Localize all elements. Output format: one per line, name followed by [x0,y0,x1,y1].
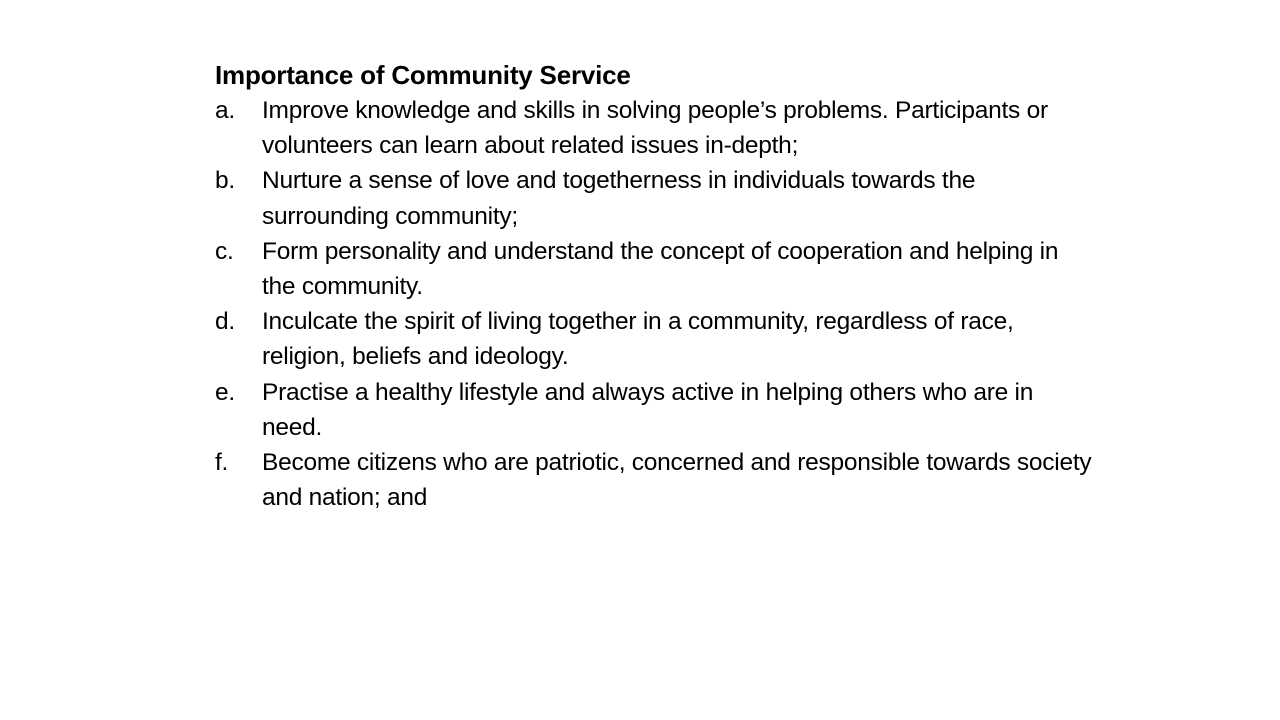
importance-list [215,93,1095,515]
list-marker: d. [215,308,235,336]
list-item-text: Improve knowledge and skills in solving people’s problems. Participants or volunteers can learn about related issues in-depth; [262,97,1048,160]
slide-content [215,58,1095,515]
list-item [215,234,1095,304]
list-item [215,163,1095,233]
list-item [215,445,1095,515]
list-marker: a. [215,97,235,124]
list-item-text: Inculcate the spirit of living together in a community, regardless of race, religion, beliefs and ideology. [262,308,1014,371]
list-marker: c. [215,237,234,265]
list-item [215,304,1095,374]
list-item-text: Become citizens who are patriotic, concerned and responsible towards society and nation; and [262,449,1092,512]
list-marker: f. [215,449,229,477]
list-item-text: Nurture a sense of love and togetherness in individuals towards the surrounding community; [262,167,976,230]
list-item-text: Form personality and understand the concept of cooperation and helping in the community. [262,237,1059,301]
slide-title: Importance of Community Service [215,60,631,90]
list-item [215,375,1095,445]
list-item-text: Practise a healthy lifestyle and always active in helping others who are in need. [262,378,1034,441]
list-marker: e. [215,378,235,406]
list-item [215,93,1095,163]
list-marker: b. [215,167,235,195]
